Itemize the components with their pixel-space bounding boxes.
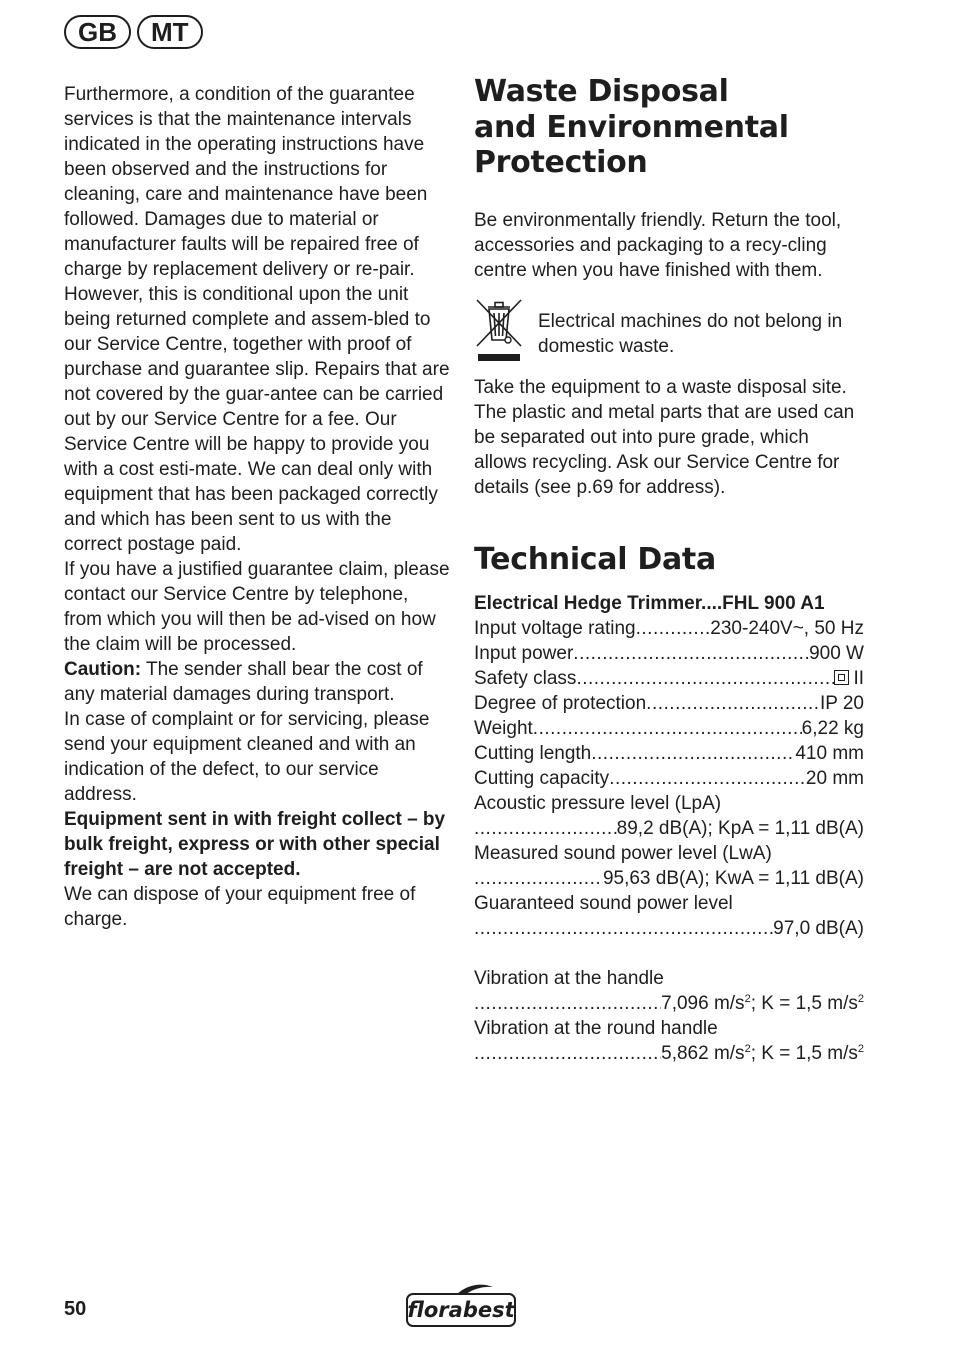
vibration-round-handle-label: Vibration at the round handle xyxy=(474,1018,718,1039)
spec-row-cutting-length: Cutting length ..... 410 mm xyxy=(474,741,864,766)
language-badge-gb: GB xyxy=(64,15,131,49)
page-number: 50 xyxy=(64,1298,87,1320)
weee-notice xyxy=(474,296,864,362)
left-column xyxy=(64,82,450,932)
guarantee-paragraph: Furthermore, a condition of the guarantee services is that the maintenance intervals indicated in the operating instructions have been observed and the instructions for cleaning, care and maintenance have been followed. Damages due to material or manufacturer faults will be repaired free of charge by replacement delivery or re-pair. However, this is conditional upon the unit being returned complete and assem-bled to our Service Centre, together with proof of purchase and guarantee slip. Repairs that are not covered by the guar-antee can be carried out by our Service Centre for a fee. Our Service Centre will be happy to provide you with a cost esti-mate. We can deal only with equipment that has been packaged correctly and which has been sent to us with the correct postage paid. xyxy=(64,84,450,555)
spec-row-weight: Weight ..... 6,22 kg xyxy=(474,716,864,741)
servicing-paragraph: In case of complaint or for servicing, please send your equipment cleaned and with an indication of the defect, to our service address. xyxy=(64,709,430,805)
environment-paragraph: Be environmentally friendly. Return the tool, accessories and packaging to a recy-cling centre when you have finished with them. xyxy=(474,209,842,281)
guaranteed-sound-label: Guaranteed sound power level xyxy=(474,893,733,914)
sound-power-label: Measured sound power level (LwA) xyxy=(474,843,772,864)
spec-row-cutting-capacity: Cutting capacity ..... 20 mm xyxy=(474,766,864,791)
vibration-handle-value-row: ..... 7,096 $m/s^2$; K = 1,5 $m/s^2$ xyxy=(474,991,864,1016)
caution-label: Caution: xyxy=(64,659,142,680)
disposal-offer-paragraph: We can dispose of your equipment free of charge. xyxy=(64,884,416,930)
florabest-logo xyxy=(405,1282,517,1328)
weee-text: Electrical machines do not belong in domestic waste. xyxy=(538,310,843,357)
sound-power-value-row: ..... 95,63 dB(A); KwA = 1,11 dB(A) xyxy=(474,866,864,891)
double-insulation-icon xyxy=(834,670,849,685)
acoustic-label: Acoustic pressure level (LpA) xyxy=(474,793,722,814)
spec-row-protection: Degree of protection ..... IP 20 xyxy=(474,691,864,716)
vibration-handle-label: Vibration at the handle xyxy=(474,968,664,989)
guaranteed-sound-value-row: ..... 97,0 dB(A) xyxy=(474,916,864,941)
waste-disposal-heading: Waste Disposal and Environmental Protection xyxy=(474,74,789,180)
disposal-site-paragraph: Take the equipment to a waste disposal site. The plastic and metal parts that are used can be separated out into pure grade, which allows recycling. Ask our Service Centre for details (see p.69 for address). xyxy=(474,376,855,498)
caution-text: The sender shall bear the cost of any material damages during transport. xyxy=(64,659,423,705)
acoustic-value-row: ..... 89,2 dB(A); KpA = 1,11 dB(A) xyxy=(474,816,864,841)
product-label: Electrical Hedge Trimmer....FHL 900 A1 xyxy=(474,593,825,614)
spec-row-input-voltage: Input voltage rating ..... 230-240V~, 50 Hz xyxy=(474,616,864,641)
right-column xyxy=(474,74,864,1066)
language-badges xyxy=(64,15,203,49)
technical-data-heading: Technical Data xyxy=(474,541,716,577)
freight-notice: Equipment sent in with freight collect – by bulk freight, express or with other special freight – are not accepted. xyxy=(64,809,446,880)
language-badge-mt: MT xyxy=(137,15,203,49)
caution-paragraph xyxy=(64,657,450,707)
crossed-bin-icon xyxy=(474,296,524,362)
vibration-round-handle-value-row: ..... 5,862 $m/s^2$; K = 1,5 $m/s^2$ xyxy=(474,1041,864,1066)
spec-row-input-power: Input power ..... 900 W xyxy=(474,641,864,666)
guarantee-claim-paragraph: If you have a justified guarantee claim, please contact our Service Centre by telephone, from which you will then be ad-vised on how the claim will be processed. xyxy=(64,559,450,655)
svg-text:florabest: florabest xyxy=(407,1298,515,1322)
spec-row-safety-class: Safety class ..... II xyxy=(474,666,864,691)
technical-specs xyxy=(474,591,864,1066)
